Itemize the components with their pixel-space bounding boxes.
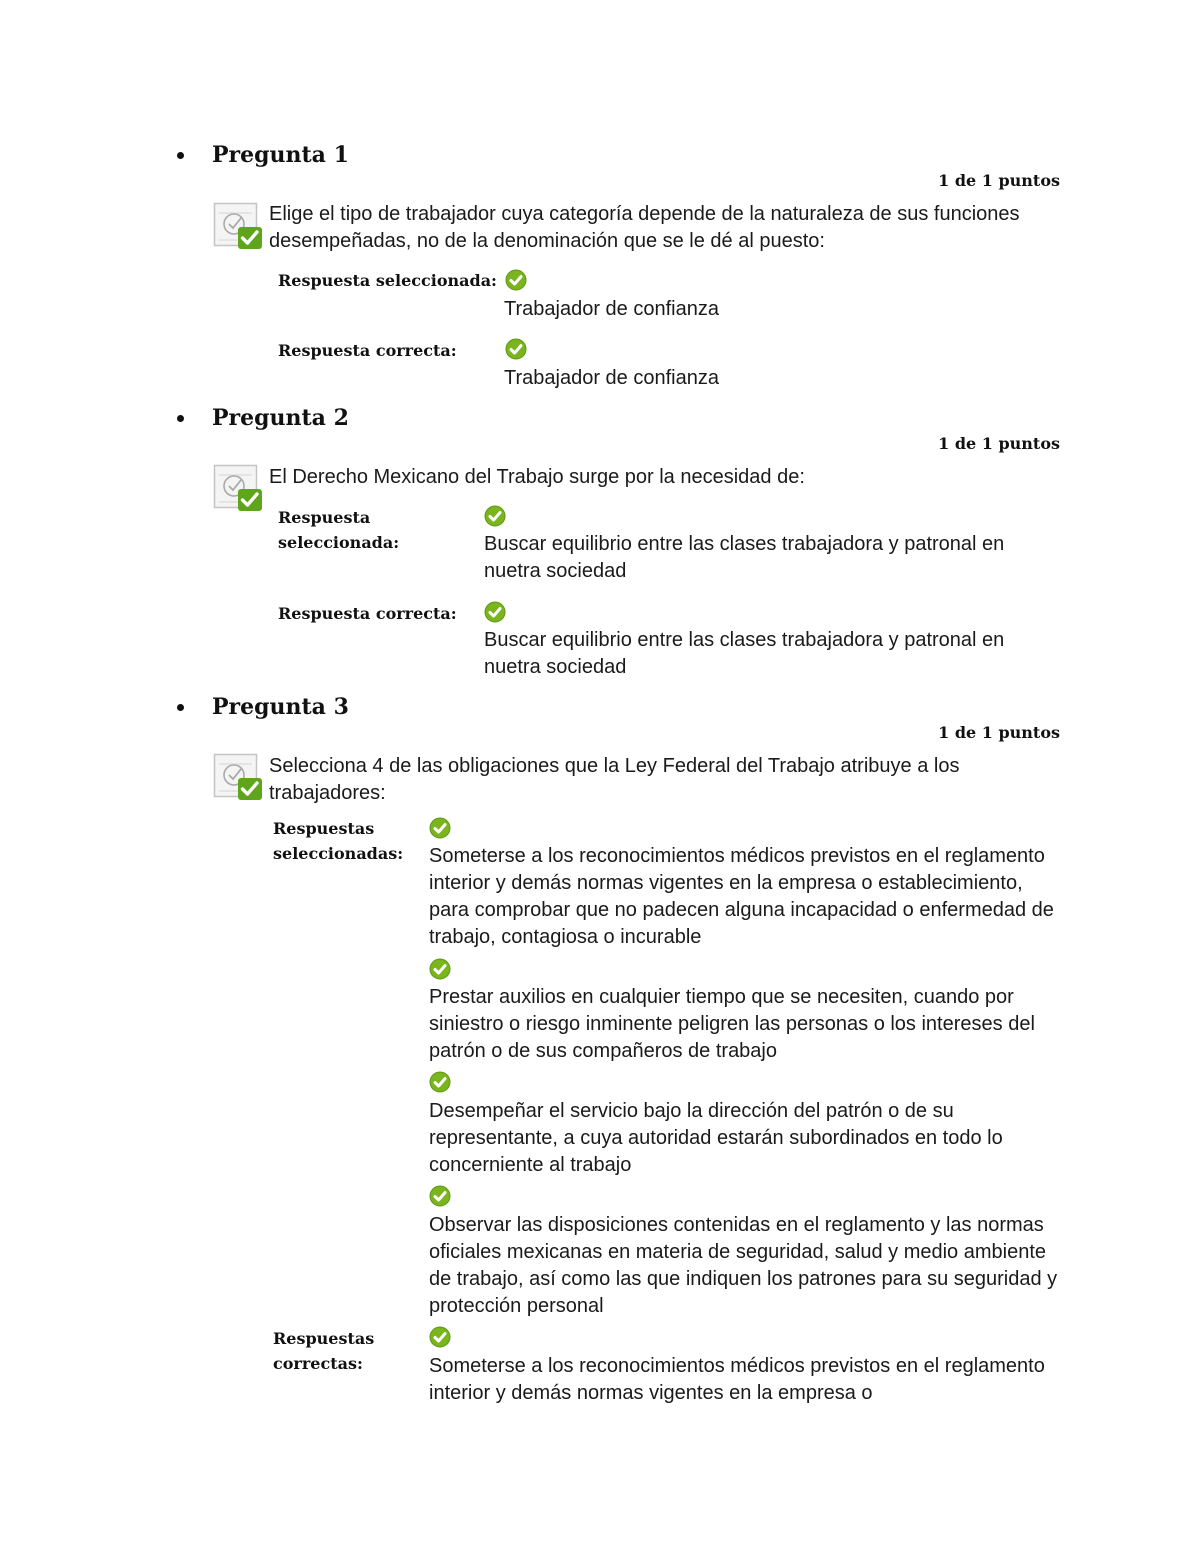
bullet (177, 704, 184, 711)
correct-check-icon (429, 817, 451, 839)
selected-answer-text: Prestar auxilios en cualquier tiempo que se necesiten, cuando por siniestro o riesgo inminente peligren las personas o los intereses del patrón o de sus compañeros de trabajo (429, 986, 1035, 1062)
correct-check-icon (429, 1326, 451, 1348)
question-2 (0, 400, 1200, 690)
question-3 (0, 690, 1200, 1420)
selected-answer-text: Someterse a los reconocimientos médicos previstos en el reglamento interior y demás normas vigentes en la empresa o establecimiento, para comprobar que no padecen alguna incapacidad o enfermedad de trabajo, contagiosa o incurable (429, 845, 1054, 948)
question-title: Pregunta 1 (212, 142, 349, 168)
selected-answer-text: Trabajador de confianza (504, 298, 719, 320)
question-title: Pregunta 3 (212, 694, 349, 720)
bullet (177, 415, 184, 422)
correct-answers-label: Respuestas correctas: (273, 1329, 375, 1373)
question-points: 1 de 1 puntos (938, 723, 1060, 742)
graded-question-icon (212, 752, 264, 802)
selected-answer-label: Respuesta seleccionada: (278, 508, 400, 552)
question-text: Selecciona 4 de las obligaciones que la Ley Federal del Trabajo atribuye a los trabajadores: (269, 755, 960, 804)
correct-check-icon (505, 269, 527, 291)
question-text: El Derecho Mexicano del Trabajo surge por la necesidad de: (269, 466, 805, 488)
bullet (177, 152, 184, 159)
question-title: Pregunta 2 (212, 405, 349, 431)
selected-answer-text: Desempeñar el servicio bajo la dirección del patrón o de su representante, a cuya autoridad estarán subordinados en todo lo concerniente al trabajo (429, 1100, 1003, 1176)
correct-check-icon (429, 1071, 451, 1093)
correct-answer-label: Respuesta correcta: (278, 604, 457, 623)
question-1 (0, 0, 1200, 400)
correct-check-icon (505, 338, 527, 360)
question-text: Elige el tipo de trabajador cuya categoría depende de la naturaleza de sus funciones desempeñadas, no de la denominación que se le dé al puesto: (269, 203, 1020, 252)
question-points: 1 de 1 puntos (938, 171, 1060, 190)
graded-question-icon (212, 201, 264, 251)
correct-answer-text: Buscar equilibrio entre las clases trabajadora y patronal en nuetra sociedad (484, 629, 1005, 678)
question-points: 1 de 1 puntos (938, 434, 1060, 453)
correct-answer-text: Trabajador de confianza (504, 367, 719, 389)
correct-answer-text: Someterse a los reconocimientos médicos previstos en el reglamento interior y demás normas vigentes en la empresa o (429, 1355, 1045, 1404)
selected-answer-text: Observar las disposiciones contenidas en el reglamento y las normas oficiales mexicanas en materia de seguridad, salud y medio ambiente de trabajo, así como las que indiquen los patrones para su seguridad y protección personal (429, 1214, 1058, 1317)
correct-check-icon (484, 601, 506, 623)
selected-answer-label: Respuesta seleccionada: (278, 271, 497, 290)
graded-question-icon (212, 463, 264, 513)
selected-answer-text: Buscar equilibrio entre las clases trabajadora y patronal en nuetra sociedad (484, 533, 1005, 582)
correct-check-icon (429, 1185, 451, 1207)
correct-check-icon (429, 958, 451, 980)
correct-answer-label: Respuesta correcta: (278, 341, 457, 360)
correct-check-icon (484, 505, 506, 527)
selected-answers-label: Respuestas seleccionadas: (273, 819, 404, 863)
